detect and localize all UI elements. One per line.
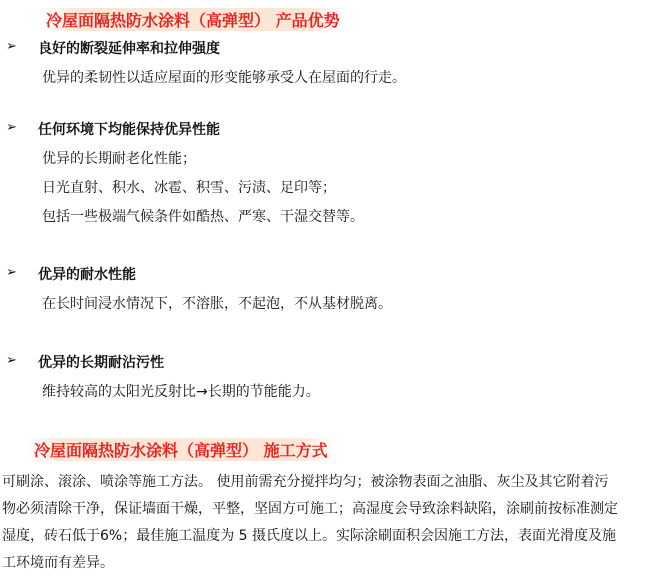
construction-title: 冷屋面隔热防水涂料（高弹型） 施工方式	[28, 438, 334, 461]
construction-paragraph: 可刷涂、滚涂、喷涂等施工方法。 使用前需充分搅拌均匀；被涂物表面之油脂、灰尘及其它附着污物必须清除干净，保证墙面干燥，平整，坚固方可施工；高湿度会导致涂料缺陷，涂刷前按标准测定湿度，砖石低于6%；最佳施工温度为 5 摄氏度以上。实际涂刷面积会因施工方法，表面光滑度及施工环境而有差异。	[2, 474, 618, 571]
advantage-line: 日光直射、积水、冰雹、积雪、污渍、足印等；	[42, 180, 336, 196]
advantage-line: 优异的柔韧性以适应屋面的形变能够承受人在屋面的行走。	[42, 70, 406, 86]
advantage-line: 优异的长期耐老化性能；	[42, 151, 196, 167]
arrow-bullet-icon: ➢	[6, 120, 17, 135]
advantage-heading: 优异的耐水性能	[38, 267, 136, 283]
arrow-bullet-icon: ➢	[6, 39, 17, 54]
advantages-title: 冷屋面隔热防水涂料（高弹型） 产品优势	[40, 8, 346, 31]
arrow-bullet-icon: ➢	[6, 353, 17, 368]
advantage-heading: 任何环境下均能保持优异性能	[38, 122, 220, 138]
advantage-line: 维持较高的太阳光反射比→长期的节能能力。	[42, 384, 320, 400]
advantage-line: 包括一些极端气候条件如酷热、严寒、干湿交替等。	[42, 209, 364, 225]
advantage-line: 在长时间浸水情况下，不溶胀，不起泡，不从基材脱离。	[42, 296, 392, 312]
arrow-bullet-icon: ➢	[6, 265, 17, 280]
advantage-heading: 良好的断裂延伸率和拉伸强度	[38, 41, 220, 57]
advantage-heading: 优异的长期耐沾污性	[38, 355, 164, 371]
